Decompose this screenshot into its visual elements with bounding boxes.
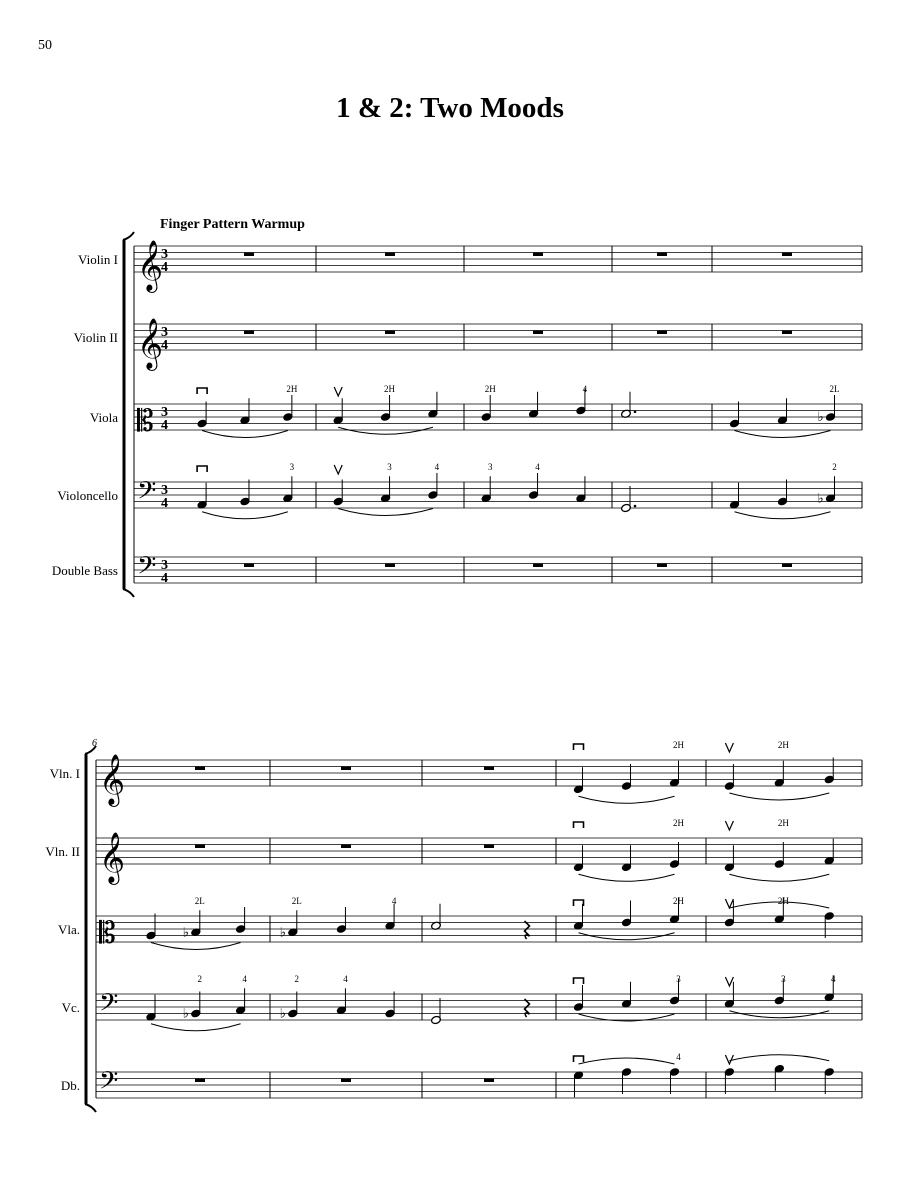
whole-rest bbox=[195, 767, 205, 771]
fingering-label: 2L bbox=[829, 384, 840, 394]
whole-rest bbox=[484, 767, 494, 771]
whole-rest bbox=[341, 1079, 351, 1083]
bass-clef-icon: 𝄢 bbox=[137, 476, 157, 512]
bracket-top-hook bbox=[123, 232, 134, 240]
page-number: 50 bbox=[38, 38, 52, 53]
piece-title: 1 & 2: Two Moods bbox=[336, 92, 564, 124]
up-bow-icon bbox=[725, 821, 733, 830]
down-bow-icon bbox=[574, 822, 584, 828]
time-signature-bottom: 4 bbox=[161, 260, 168, 275]
slur bbox=[579, 1058, 675, 1064]
instrument-label: Viola bbox=[89, 410, 118, 425]
quarter-rest bbox=[525, 999, 530, 1017]
instrument-label: Violoncello bbox=[57, 488, 118, 503]
bracket-bottom-hook bbox=[85, 1104, 96, 1112]
instrument-label: Vln. II bbox=[45, 844, 80, 859]
whole-rest bbox=[385, 564, 395, 568]
system-1 bbox=[52, 217, 862, 597]
instrument-label: Vla. bbox=[57, 922, 80, 937]
fingering-label: 2L bbox=[194, 896, 205, 906]
tempo-marking: Finger Pattern Warmup bbox=[160, 217, 305, 232]
fingering-label: 3 bbox=[487, 462, 493, 472]
alto-clef-icon: 𝄡 bbox=[137, 404, 154, 439]
time-signature-top: 3 bbox=[161, 558, 168, 573]
slur bbox=[151, 943, 241, 950]
staff-viola bbox=[90, 384, 862, 439]
slur bbox=[735, 431, 831, 438]
slur bbox=[729, 1055, 829, 1061]
up-bow-icon bbox=[725, 899, 733, 908]
bass-clef-icon: 𝄢 bbox=[137, 551, 157, 587]
up-bow-icon bbox=[334, 465, 342, 474]
flat-sign-icon: ♭ bbox=[182, 1006, 189, 1022]
slur bbox=[338, 509, 433, 516]
whole-rest bbox=[244, 564, 254, 568]
staff-vln-ii bbox=[45, 818, 862, 885]
flat-sign-icon: ♭ bbox=[182, 925, 189, 941]
system-2 bbox=[45, 738, 862, 1112]
flat-sign-icon: ♭ bbox=[279, 925, 286, 941]
whole-rest bbox=[244, 331, 254, 335]
bass-clef-icon: 𝄢 bbox=[99, 1066, 119, 1102]
fingering-label: 3 bbox=[289, 462, 295, 472]
slur bbox=[151, 1024, 241, 1031]
time-signature-bottom: 4 bbox=[161, 571, 168, 586]
up-bow-icon bbox=[334, 387, 342, 396]
fingering-label: 2H bbox=[673, 740, 684, 750]
instrument-label: Vln. I bbox=[49, 766, 80, 781]
whole-rest bbox=[385, 253, 395, 257]
fingering-label: 2L bbox=[291, 896, 302, 906]
whole-rest bbox=[341, 767, 351, 771]
fingering-label: 4 bbox=[535, 462, 540, 472]
slur bbox=[729, 1011, 829, 1018]
flat-sign-icon: ♭ bbox=[279, 1006, 286, 1022]
bass-clef-icon: 𝄢 bbox=[99, 988, 119, 1024]
fingering-label: 2H bbox=[286, 384, 298, 394]
slur bbox=[729, 874, 829, 881]
staff-vln-i bbox=[50, 740, 862, 807]
staff-vc bbox=[62, 974, 862, 1031]
whole-rest bbox=[341, 845, 351, 849]
time-signature-top: 3 bbox=[161, 483, 168, 498]
whole-rest bbox=[195, 845, 205, 849]
whole-rest bbox=[484, 845, 494, 849]
fingering-label: 4 bbox=[343, 974, 348, 984]
fingering-label: 2H bbox=[777, 896, 789, 906]
treble-clef-icon: 𝄞 bbox=[99, 754, 126, 805]
flat-sign-icon: ♭ bbox=[817, 491, 824, 507]
slur bbox=[579, 796, 675, 803]
staff-violin-ii bbox=[74, 318, 862, 371]
time-signature-bottom: 4 bbox=[161, 496, 168, 511]
down-bow-icon bbox=[574, 744, 584, 750]
fingering-label: 3 bbox=[781, 974, 786, 984]
slur bbox=[579, 933, 675, 940]
slur bbox=[202, 431, 288, 438]
fingering-label: 4 bbox=[676, 1052, 681, 1062]
instrument-label: Db. bbox=[60, 1078, 80, 1093]
treble-clef-icon: 𝄞 bbox=[137, 318, 164, 369]
augmentation-dot bbox=[634, 505, 637, 508]
staff-violin-i bbox=[78, 240, 862, 293]
down-bow-icon bbox=[197, 466, 207, 472]
down-bow-icon bbox=[197, 388, 207, 394]
alto-clef-icon: 𝄡 bbox=[99, 916, 116, 951]
fingering-label: 2 bbox=[197, 974, 203, 984]
whole-rest bbox=[533, 253, 543, 257]
fingering-label: 2 bbox=[294, 974, 300, 984]
fingering-label: 2H bbox=[673, 896, 684, 906]
flat-sign-icon: ♭ bbox=[817, 410, 824, 425]
fingering-label: 3 bbox=[387, 462, 392, 472]
whole-rest bbox=[657, 253, 667, 257]
staff-db bbox=[61, 1052, 862, 1102]
instrument-label: Vc. bbox=[61, 1000, 80, 1015]
whole-rest bbox=[484, 1079, 494, 1083]
slur bbox=[729, 793, 829, 800]
whole-rest bbox=[533, 564, 543, 568]
fingering-label: 4 bbox=[391, 896, 397, 906]
fingering-label: 2H bbox=[673, 818, 684, 828]
staff-vla bbox=[58, 896, 862, 951]
time-signature-top: 3 bbox=[161, 325, 168, 340]
slur bbox=[579, 874, 675, 881]
instrument-label: Violin I bbox=[77, 252, 118, 267]
up-bow-icon bbox=[725, 1055, 733, 1064]
fingering-label: 4 bbox=[434, 462, 440, 472]
fingering-label: 2H bbox=[484, 384, 496, 394]
slur bbox=[202, 512, 288, 519]
measure-number: 6 bbox=[92, 738, 97, 749]
fingering-label: 2 bbox=[832, 462, 837, 472]
fingering-label: 4 bbox=[242, 974, 247, 984]
up-bow-icon bbox=[725, 743, 733, 752]
whole-rest bbox=[533, 331, 543, 335]
fingering-label: 2H bbox=[777, 818, 789, 828]
time-signature-bottom: 4 bbox=[161, 338, 168, 353]
time-signature-top: 3 bbox=[161, 247, 168, 262]
slur bbox=[735, 512, 831, 519]
whole-rest bbox=[657, 331, 667, 335]
down-bow-icon bbox=[574, 978, 584, 984]
whole-rest bbox=[782, 564, 792, 568]
time-signature-top: 3 bbox=[161, 405, 168, 420]
staff-double-bass bbox=[52, 552, 862, 587]
up-bow-icon bbox=[725, 977, 733, 986]
down-bow-icon bbox=[574, 1056, 584, 1062]
fingering-label: 2H bbox=[777, 740, 789, 750]
augmentation-dot bbox=[634, 410, 637, 413]
instrument-label: Double Bass bbox=[51, 563, 118, 578]
quarter-rest bbox=[525, 921, 530, 939]
whole-rest bbox=[782, 253, 792, 257]
fingering-label: 2H bbox=[384, 384, 396, 394]
fingering-label: 4 bbox=[830, 974, 836, 984]
whole-rest bbox=[657, 564, 667, 568]
whole-rest bbox=[385, 331, 395, 335]
whole-rest bbox=[782, 331, 792, 335]
instrument-label: Violin II bbox=[73, 330, 118, 345]
slur bbox=[338, 427, 433, 434]
staff-violoncello bbox=[57, 462, 862, 519]
whole-rest bbox=[195, 1079, 205, 1083]
whole-rest bbox=[244, 253, 254, 257]
fingering-label: 4 bbox=[582, 384, 588, 394]
time-signature-bottom: 4 bbox=[161, 418, 168, 433]
fingering-label: 3 bbox=[676, 974, 681, 984]
bracket-bottom-hook bbox=[123, 589, 134, 597]
treble-clef-icon: 𝄞 bbox=[99, 832, 126, 883]
treble-clef-icon: 𝄞 bbox=[137, 240, 164, 291]
